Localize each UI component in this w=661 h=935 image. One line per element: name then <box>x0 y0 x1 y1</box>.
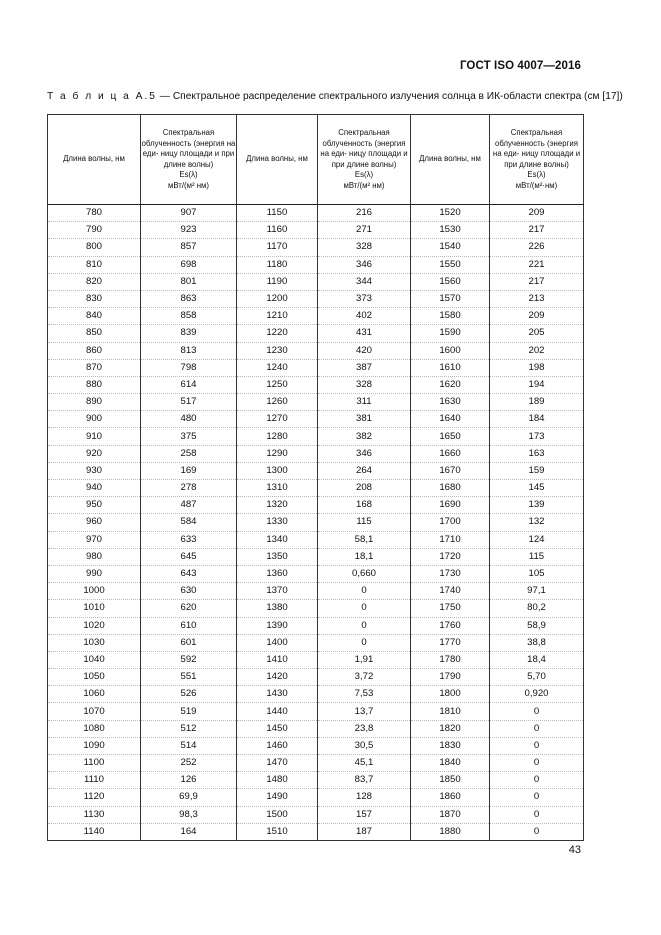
wavelength-cell: 840 <box>48 308 141 325</box>
irradiance-cell: 105 <box>490 565 584 582</box>
irradiance-cell: 83,7 <box>318 772 411 789</box>
wavelength-cell: 1260 <box>237 394 318 411</box>
irradiance-cell: 592 <box>141 651 237 668</box>
irradiance-cell: 139 <box>490 497 584 514</box>
table-row <box>48 634 584 651</box>
header-irradiance-2: Спектральная облученность (энергия на еди- ницу площади и при длине волны) Es(λ) мВт/(м² нм) <box>318 115 411 205</box>
table-caption-label: Т а б л и ц а А.5 <box>47 91 157 102</box>
wavelength-cell: 1270 <box>237 411 318 428</box>
irradiance-cell: 58,1 <box>318 531 411 548</box>
irradiance-cell: 205 <box>490 325 584 342</box>
table-row <box>48 308 584 325</box>
wavelength-cell: 1040 <box>48 651 141 668</box>
irradiance-cell: 863 <box>141 290 237 307</box>
wavelength-cell: 1780 <box>411 651 490 668</box>
table-caption <box>47 91 623 102</box>
irradiance-cell: 0 <box>318 600 411 617</box>
wavelength-cell: 1590 <box>411 325 490 342</box>
wavelength-cell: 1180 <box>237 256 318 273</box>
wavelength-cell: 1640 <box>411 411 490 428</box>
irradiance-cell: 202 <box>490 342 584 359</box>
irradiance-cell: 0 <box>490 823 584 840</box>
wavelength-cell: 910 <box>48 428 141 445</box>
irradiance-cell: 487 <box>141 497 237 514</box>
wavelength-cell: 1500 <box>237 806 318 823</box>
irradiance-cell: 164 <box>141 823 237 840</box>
irradiance-cell: 45,1 <box>318 755 411 772</box>
wavelength-cell: 1720 <box>411 548 490 565</box>
wavelength-cell: 1630 <box>411 394 490 411</box>
wavelength-cell: 1760 <box>411 617 490 634</box>
irradiance-cell: 645 <box>141 548 237 565</box>
irradiance-cell: 18,4 <box>490 651 584 668</box>
wavelength-cell: 1840 <box>411 755 490 772</box>
irradiance-cell: 0 <box>490 737 584 754</box>
wavelength-cell: 1290 <box>237 445 318 462</box>
irradiance-cell: 387 <box>318 359 411 376</box>
wavelength-cell: 1530 <box>411 222 490 239</box>
irradiance-cell: 813 <box>141 342 237 359</box>
wavelength-cell: 1670 <box>411 462 490 479</box>
irradiance-cell: 97,1 <box>490 583 584 600</box>
table-row <box>48 325 584 342</box>
wavelength-cell: 880 <box>48 376 141 393</box>
wavelength-cell: 1200 <box>237 290 318 307</box>
table-row <box>48 720 584 737</box>
irradiance-cell: 115 <box>490 548 584 565</box>
irradiance-cell: 480 <box>141 411 237 428</box>
irradiance-cell: 431 <box>318 325 411 342</box>
irradiance-cell: 517 <box>141 394 237 411</box>
wavelength-cell: 1090 <box>48 737 141 754</box>
wavelength-cell: 850 <box>48 325 141 342</box>
wavelength-cell: 1250 <box>237 376 318 393</box>
irradiance-cell: 610 <box>141 617 237 634</box>
wavelength-cell: 1870 <box>411 806 490 823</box>
wavelength-cell: 1790 <box>411 669 490 686</box>
irradiance-cell: 145 <box>490 480 584 497</box>
wavelength-cell: 810 <box>48 256 141 273</box>
irradiance-cell: 375 <box>141 428 237 445</box>
table-row <box>48 256 584 273</box>
irradiance-cell: 643 <box>141 565 237 582</box>
irradiance-cell: 344 <box>318 273 411 290</box>
irradiance-cell: 551 <box>141 669 237 686</box>
wavelength-cell: 1050 <box>48 669 141 686</box>
irradiance-cell: 252 <box>141 755 237 772</box>
wavelength-cell: 1160 <box>237 222 318 239</box>
table-body <box>48 205 584 841</box>
table-row <box>48 497 584 514</box>
wavelength-cell: 920 <box>48 445 141 462</box>
table-row <box>48 755 584 772</box>
irradiance-cell: 226 <box>490 239 584 256</box>
irradiance-cell: 402 <box>318 308 411 325</box>
table-header-row <box>48 115 584 205</box>
table-row <box>48 445 584 462</box>
page-number: 43 <box>568 844 581 856</box>
standard-designation: ГОСТ ISO 4007—2016 <box>459 60 581 72</box>
table-row <box>48 806 584 823</box>
wavelength-cell: 1120 <box>48 789 141 806</box>
wavelength-cell: 1880 <box>411 823 490 840</box>
irradiance-cell: 512 <box>141 720 237 737</box>
table-row <box>48 737 584 754</box>
irradiance-cell: 271 <box>318 222 411 239</box>
table-row <box>48 205 584 222</box>
irradiance-cell: 213 <box>490 290 584 307</box>
wavelength-cell: 830 <box>48 290 141 307</box>
wavelength-cell: 860 <box>48 342 141 359</box>
irradiance-cell: 601 <box>141 634 237 651</box>
wavelength-cell: 940 <box>48 480 141 497</box>
wavelength-cell: 1550 <box>411 256 490 273</box>
wavelength-cell: 1350 <box>237 548 318 565</box>
wavelength-cell: 1080 <box>48 720 141 737</box>
table-row <box>48 531 584 548</box>
wavelength-cell: 1460 <box>237 737 318 754</box>
wavelength-cell: 1730 <box>411 565 490 582</box>
wavelength-cell: 1410 <box>237 651 318 668</box>
wavelength-cell: 790 <box>48 222 141 239</box>
wavelength-cell: 1610 <box>411 359 490 376</box>
irradiance-cell: 187 <box>318 823 411 840</box>
wavelength-cell: 960 <box>48 514 141 531</box>
table-row <box>48 480 584 497</box>
wavelength-cell: 1510 <box>237 823 318 840</box>
wavelength-cell: 1520 <box>411 205 490 222</box>
wavelength-cell: 1810 <box>411 703 490 720</box>
wavelength-cell: 1390 <box>237 617 318 634</box>
irradiance-cell: 0,920 <box>490 686 584 703</box>
irradiance-cell: 0 <box>318 634 411 651</box>
table-row <box>48 583 584 600</box>
wavelength-cell: 1620 <box>411 376 490 393</box>
irradiance-cell: 173 <box>490 428 584 445</box>
irradiance-cell: 157 <box>318 806 411 823</box>
irradiance-cell: 7,53 <box>318 686 411 703</box>
wavelength-cell: 1380 <box>237 600 318 617</box>
wavelength-cell: 1320 <box>237 497 318 514</box>
irradiance-cell: 208 <box>318 480 411 497</box>
table-row <box>48 290 584 307</box>
irradiance-cell: 132 <box>490 514 584 531</box>
wavelength-cell: 1280 <box>237 428 318 445</box>
table-row <box>48 703 584 720</box>
wavelength-cell: 1400 <box>237 634 318 651</box>
irradiance-cell: 907 <box>141 205 237 222</box>
irradiance-cell: 0 <box>490 755 584 772</box>
irradiance-cell: 630 <box>141 583 237 600</box>
table-row <box>48 394 584 411</box>
irradiance-cell: 381 <box>318 411 411 428</box>
wavelength-cell: 1660 <box>411 445 490 462</box>
wavelength-cell: 1430 <box>237 686 318 703</box>
wavelength-cell: 1490 <box>237 789 318 806</box>
irradiance-cell: 382 <box>318 428 411 445</box>
irradiance-cell: 0,660 <box>318 565 411 582</box>
irradiance-cell: 126 <box>141 772 237 789</box>
irradiance-cell: 519 <box>141 703 237 720</box>
wavelength-cell: 1230 <box>237 342 318 359</box>
table-row <box>48 273 584 290</box>
irradiance-cell: 159 <box>490 462 584 479</box>
table-row <box>48 514 584 531</box>
wavelength-cell: 1540 <box>411 239 490 256</box>
wavelength-cell: 1560 <box>411 273 490 290</box>
wavelength-cell: 970 <box>48 531 141 548</box>
irradiance-cell: 278 <box>141 480 237 497</box>
wavelength-cell: 1680 <box>411 480 490 497</box>
irradiance-cell: 614 <box>141 376 237 393</box>
wavelength-cell: 1360 <box>237 565 318 582</box>
irradiance-cell: 311 <box>318 394 411 411</box>
irradiance-cell: 857 <box>141 239 237 256</box>
irradiance-cell: 620 <box>141 600 237 617</box>
irradiance-cell: 194 <box>490 376 584 393</box>
irradiance-cell: 328 <box>318 376 411 393</box>
wavelength-cell: 990 <box>48 565 141 582</box>
irradiance-cell: 1,91 <box>318 651 411 668</box>
irradiance-cell: 23,8 <box>318 720 411 737</box>
wavelength-cell: 1820 <box>411 720 490 737</box>
wavelength-cell: 1440 <box>237 703 318 720</box>
irradiance-cell: 168 <box>318 497 411 514</box>
irradiance-cell: 633 <box>141 531 237 548</box>
wavelength-cell: 1750 <box>411 600 490 617</box>
wavelength-cell: 1330 <box>237 514 318 531</box>
wavelength-cell: 870 <box>48 359 141 376</box>
header-wavelength-1: Длина волны, нм <box>48 115 141 205</box>
irradiance-cell: 264 <box>318 462 411 479</box>
irradiance-cell: 839 <box>141 325 237 342</box>
wavelength-cell: 1800 <box>411 686 490 703</box>
irradiance-cell: 858 <box>141 308 237 325</box>
irradiance-cell: 69,9 <box>141 789 237 806</box>
table-row <box>48 823 584 840</box>
wavelength-cell: 1650 <box>411 428 490 445</box>
irradiance-cell: 0 <box>490 720 584 737</box>
wavelength-cell: 1030 <box>48 634 141 651</box>
wavelength-cell: 1020 <box>48 617 141 634</box>
wavelength-cell: 1690 <box>411 497 490 514</box>
wavelength-cell: 1740 <box>411 583 490 600</box>
irradiance-cell: 0 <box>490 789 584 806</box>
irradiance-cell: 221 <box>490 256 584 273</box>
wavelength-cell: 1850 <box>411 772 490 789</box>
irradiance-cell: 184 <box>490 411 584 428</box>
table-row <box>48 411 584 428</box>
wavelength-cell: 980 <box>48 548 141 565</box>
table-row <box>48 376 584 393</box>
wavelength-cell: 1830 <box>411 737 490 754</box>
wavelength-cell: 890 <box>48 394 141 411</box>
table-row <box>48 239 584 256</box>
wavelength-cell: 1700 <box>411 514 490 531</box>
spectral-irradiance-table <box>47 114 584 841</box>
header-wavelength-3: Длина волны, нм <box>411 115 490 205</box>
header-irradiance-1: Спектральная облученность (энергия на еди- ницу площади и при длине волны) Es(λ) мВт/(м² нм) <box>141 115 237 205</box>
wavelength-cell: 1480 <box>237 772 318 789</box>
irradiance-cell: 698 <box>141 256 237 273</box>
table-row <box>48 359 584 376</box>
irradiance-cell: 216 <box>318 205 411 222</box>
wavelength-cell: 1170 <box>237 239 318 256</box>
irradiance-cell: 373 <box>318 290 411 307</box>
irradiance-cell: 801 <box>141 273 237 290</box>
wavelength-cell: 1190 <box>237 273 318 290</box>
table-row <box>48 669 584 686</box>
wavelength-cell: 1010 <box>48 600 141 617</box>
irradiance-cell: 128 <box>318 789 411 806</box>
irradiance-cell: 217 <box>490 222 584 239</box>
wavelength-cell: 1210 <box>237 308 318 325</box>
wavelength-cell: 1450 <box>237 720 318 737</box>
irradiance-cell: 80,2 <box>490 600 584 617</box>
wavelength-cell: 930 <box>48 462 141 479</box>
irradiance-cell: 209 <box>490 205 584 222</box>
wavelength-cell: 1310 <box>237 480 318 497</box>
wavelength-cell: 820 <box>48 273 141 290</box>
irradiance-cell: 169 <box>141 462 237 479</box>
table-row <box>48 548 584 565</box>
wavelength-cell: 1860 <box>411 789 490 806</box>
wavelength-cell: 1340 <box>237 531 318 548</box>
table-row <box>48 462 584 479</box>
irradiance-cell: 346 <box>318 445 411 462</box>
wavelength-cell: 1140 <box>48 823 141 840</box>
irradiance-cell: 0 <box>490 806 584 823</box>
wavelength-cell: 1240 <box>237 359 318 376</box>
irradiance-cell: 258 <box>141 445 237 462</box>
wavelength-cell: 1000 <box>48 583 141 600</box>
irradiance-cell: 0 <box>318 583 411 600</box>
wavelength-cell: 1130 <box>48 806 141 823</box>
wavelength-cell: 800 <box>48 239 141 256</box>
wavelength-cell: 900 <box>48 411 141 428</box>
wavelength-cell: 1600 <box>411 342 490 359</box>
irradiance-cell: 0 <box>490 772 584 789</box>
irradiance-cell: 13,7 <box>318 703 411 720</box>
irradiance-cell: 0 <box>490 703 584 720</box>
table-row <box>48 651 584 668</box>
irradiance-cell: 189 <box>490 394 584 411</box>
irradiance-cell: 30,5 <box>318 737 411 754</box>
wavelength-cell: 1570 <box>411 290 490 307</box>
irradiance-cell: 209 <box>490 308 584 325</box>
wavelength-cell: 1470 <box>237 755 318 772</box>
wavelength-cell: 1070 <box>48 703 141 720</box>
irradiance-cell: 198 <box>490 359 584 376</box>
irradiance-cell: 923 <box>141 222 237 239</box>
table-row <box>48 617 584 634</box>
wavelength-cell: 1370 <box>237 583 318 600</box>
table-row <box>48 222 584 239</box>
irradiance-cell: 115 <box>318 514 411 531</box>
wavelength-cell: 1420 <box>237 669 318 686</box>
irradiance-cell: 346 <box>318 256 411 273</box>
irradiance-cell: 514 <box>141 737 237 754</box>
irradiance-cell: 328 <box>318 239 411 256</box>
irradiance-cell: 798 <box>141 359 237 376</box>
wavelength-cell: 1580 <box>411 308 490 325</box>
irradiance-cell: 18,1 <box>318 548 411 565</box>
wavelength-cell: 780 <box>48 205 141 222</box>
header-irradiance-3: Спектральная облученность (энергия на еди- ницу площади и при длине волны) Es(λ) мВт/(м²·нм) <box>490 115 584 205</box>
irradiance-cell: 420 <box>318 342 411 359</box>
table-row <box>48 789 584 806</box>
wavelength-cell: 1710 <box>411 531 490 548</box>
irradiance-cell: 0 <box>318 617 411 634</box>
table-caption-text: — Спектральное распределение спектрального излучения солнца в ИК-области спектра (см [17]) <box>156 91 623 102</box>
irradiance-cell: 58,9 <box>490 617 584 634</box>
table-row <box>48 342 584 359</box>
irradiance-cell: 98,3 <box>141 806 237 823</box>
irradiance-cell: 217 <box>490 273 584 290</box>
wavelength-cell: 1770 <box>411 634 490 651</box>
wavelength-cell: 1110 <box>48 772 141 789</box>
table-row <box>48 686 584 703</box>
irradiance-cell: 526 <box>141 686 237 703</box>
table-row <box>48 600 584 617</box>
irradiance-cell: 163 <box>490 445 584 462</box>
table-row <box>48 565 584 582</box>
wavelength-cell: 1150 <box>237 205 318 222</box>
header-wavelength-2: Длина волны, нм <box>237 115 318 205</box>
irradiance-cell: 3,72 <box>318 669 411 686</box>
wavelength-cell: 1220 <box>237 325 318 342</box>
wavelength-cell: 1300 <box>237 462 318 479</box>
table-row <box>48 772 584 789</box>
wavelength-cell: 1100 <box>48 755 141 772</box>
irradiance-cell: 5,70 <box>490 669 584 686</box>
irradiance-cell: 584 <box>141 514 237 531</box>
wavelength-cell: 950 <box>48 497 141 514</box>
wavelength-cell: 1060 <box>48 686 141 703</box>
irradiance-cell: 38,8 <box>490 634 584 651</box>
irradiance-cell: 124 <box>490 531 584 548</box>
table-row <box>48 428 584 445</box>
